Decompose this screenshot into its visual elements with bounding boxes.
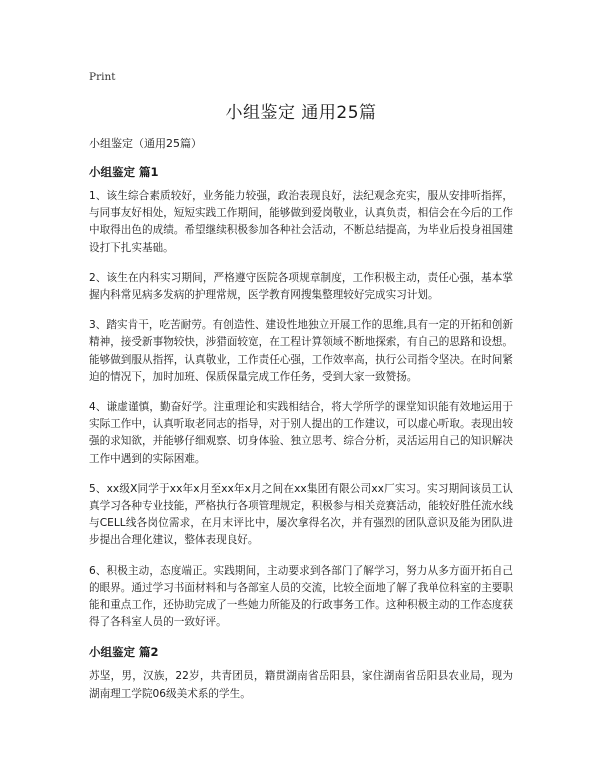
paragraph: 6、积极主动，态度端正。实践期间，主动要求到各部门了解学习，努力从多方面开拓自己的眼界。通过学习书面材料和与各部室人员的交流，比较全面地了解了我单位科室的主要职能和重点工作，还协助完成了一些她力所能及的行政事务工作。这种积极主动的工作态度获得了各科室人员的一致好评。 xyxy=(89,564,513,629)
paragraph: 1、该生综合素质较好，业务能力较强，政治表现良好，法纪观念充实，服从安排听指挥，与同事友好相处，短短实践工作期间，能够做到爱岗敬业，认真负责，相信会在今后的工作中取得出色的成绩。希望继续积极参加各种社会活动，不断总结提高，为毕业后投身祖国建设打下扎实基础。 xyxy=(89,190,513,254)
paragraph: 2、该生在内科实习期间，严格遵守医院各项规章制度，工作积极主动，责任心强，基本掌握内科常见病多发病的护理常规，医学教育网搜集整理较好完成实习计划。 xyxy=(89,271,513,302)
paragraph: 5、xx级X同学于xx年x月至xx年x月之间在xx集团有限公司xx厂实习。实习期间该员工认真学习各种专业技能，严格执行各项管理规定，积极参与相关竞赛活动，能较好胜任流水线与CELL线各岗位需求，在月末评比中，屡次拿得名次，并有强烈的团队意识及能为团队进步提出合理化建议，整体表现良好。 xyxy=(89,482,513,547)
document-subtitle: 小组鉴定（通用25篇） xyxy=(89,137,202,150)
print-label: Print xyxy=(89,71,116,83)
paragraph: 4、谦虚谨慎，勤奋好学。注重理论和实践相结合，将大学所学的课堂知识能有效地运用于实际工作中，认真听取老同志的指导，对于别人提出的工作建议，可以虚心听取。表现出较强的求知欲，并能够仔细观察、切身体验、独立思考、综合分析，灵活运用自己的知识解决工作中遇到的实际困难。 xyxy=(89,401,513,465)
section-heading: 小组鉴定 篇2 xyxy=(89,645,159,660)
paragraph: 苏坚，男，汉族，22岁，共青团员，籍贯湖南省岳阳县，家住湖南省岳阳县农业局，现为湖南理工学院06级美术系的学生。 xyxy=(89,670,513,700)
paragraph: 3、踏实肯干，吃苦耐劳。有创造性、建设性地独立开展工作的思维,具有一定的开拓和创新精神，接受新事物较快，涉猎面较宽，在工程计算领域不断地探索，有自己的思路和设想。能够做到服从指挥，认真敬业，工作责任心强，工作效率高，执行公司指令坚决。在时间紧迫的情况下，加时加班、保质保量完成工作任务，受到大家一致赞扬。 xyxy=(89,319,513,383)
section-heading: 小组鉴定 篇1 xyxy=(89,165,159,179)
page-title: 小组鉴定 通用25篇 xyxy=(225,103,377,123)
section-1 xyxy=(89,164,513,631)
section-2 xyxy=(89,644,513,702)
